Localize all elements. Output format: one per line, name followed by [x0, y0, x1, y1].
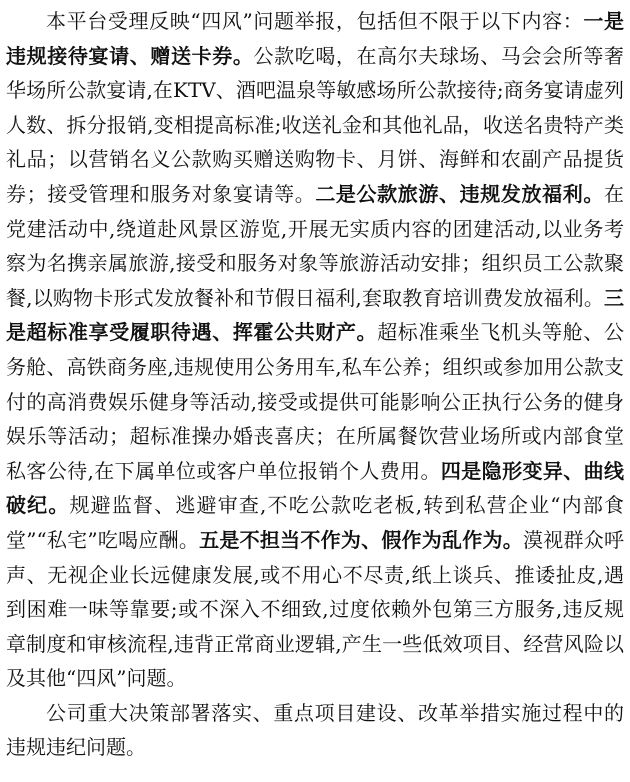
item-1-text: 公款吃喝，在高尔夫球场、马会会所等奢华场所公款宴请,在KTV、酒吧温泉等敏感场所公款接待;商务宴请虚列人数、拆分报销,变相提高标准;收送礼金和其他礼品，收送名贵特产类礼品；以营销名义公款购买赠送购物卡、月饼、海鲜和农副产品提货券；接受管理和服务对象宴请等。 — [6, 43, 625, 206]
intro-text: 本平台受理反映“四风”问题举报，包括但不限于以下内容： — [46, 9, 584, 33]
item-1-heading: 一是违规接待宴请、赠送卡券。 — [6, 9, 625, 68]
paragraph-four-winds-report-scope — [6, 4, 624, 696]
item-2-heading: 二是公款旅游、违规发放福利。 — [315, 181, 605, 206]
item-4-heading: 四是隐形变异、曲线破纪。 — [6, 458, 625, 518]
item-3-heading: 三是超标准享受履职待遇、挥霍公共财产。 — [6, 285, 624, 345]
item-5-heading: 五是不担当不作为、假作为乱作为。 — [199, 527, 524, 552]
item-3-text: 超标准乘坐飞机头等舱、公务舱、高铁商务座,违规使用公务用车,私车公养；组织或参加用公款支付的高消费娱乐健身等活动,接受或提供可能影响公正执行公务的健身娱乐等活动；超标准操办婚丧喜庆；在所属餐饮营业场所或内部食堂私客公待,在下属单位或客户单位报销个人费用。 — [6, 320, 625, 483]
item-4-text: 规避监督、逃避审查,不吃公款吃老板,转到私营企业“内部食堂”“私宅”吃喝应酬。 — [6, 493, 624, 552]
item-2-text: 在党建活动中,绕道赴风景区游览,开展无实质内容的团建活动,以业务考察为名携亲属旅游,接受和服务对象等旅游活动安排；组织员工公款聚餐,以购物卡形式发放餐补和节假日福利,套取教育培训费发放福利。 — [6, 181, 625, 310]
paragraph-major-decisions — [6, 696, 624, 765]
paragraph-2-text: 公司重大决策部署落实、重点项目建设、改革举措实施过程中的违规违纪问题。 — [6, 700, 624, 760]
item-5-text: 漠视群众呼声、无视企业长远健康发展,或不用心不尽责,纸上谈兵、推诿扯皮,遇到困难一味等靠要;或不深入不细致,过度依赖外包第三方服务,违反规章制度和审核流程,违背正常商业逻辑,产生一些低效项目、经营风险以及其他“四风”问题。 — [6, 527, 625, 691]
